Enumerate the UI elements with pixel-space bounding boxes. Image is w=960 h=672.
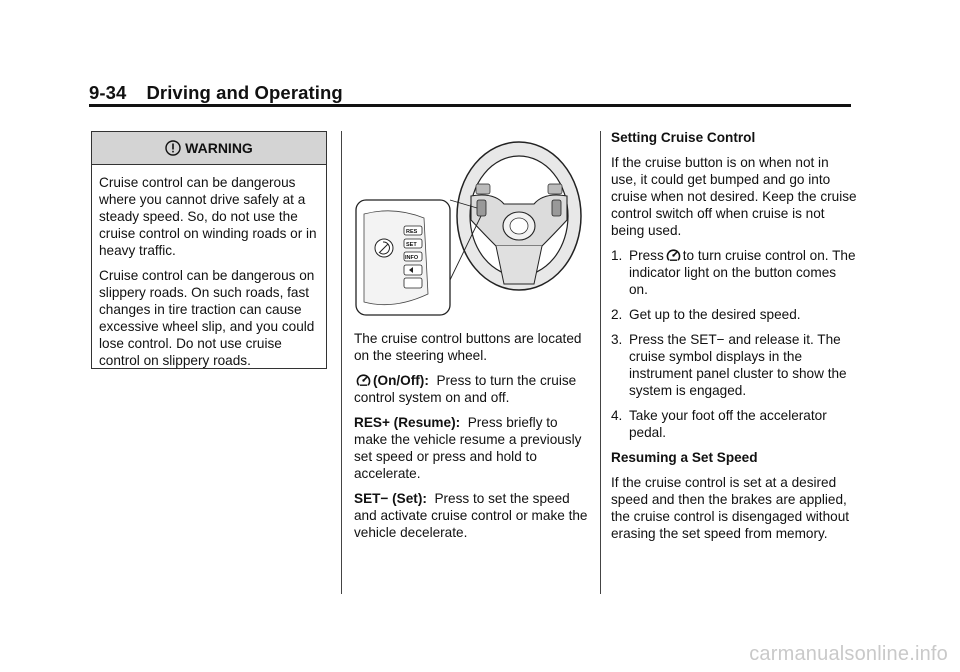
step-3: 3. Press the SET− and release it. The cruise symbol displays in the instrument panel cluster to show the system is engaged. bbox=[611, 332, 847, 398]
header-rule bbox=[89, 104, 851, 107]
step-4: 4. Take your foot off the accelerator pedal. bbox=[611, 408, 827, 440]
resume-description bbox=[354, 414, 594, 482]
cruise-control-icon bbox=[356, 373, 371, 388]
set-label: SET− (Set): bbox=[354, 491, 427, 506]
set-button-label: SET bbox=[406, 242, 417, 248]
steering-wheel-illustration bbox=[354, 134, 592, 318]
step-1: 1. Press to turn cruise control on. The indicator light on the button comes on. bbox=[611, 248, 856, 297]
onoff-text: Press to turn the cruise control system on and off. bbox=[354, 373, 577, 405]
info-button-label: INFO bbox=[405, 255, 419, 261]
step-2: 2. Get up to the desired speed. bbox=[611, 307, 801, 322]
column-divider-2 bbox=[600, 131, 601, 594]
section-title: Driving and Operating bbox=[146, 82, 343, 103]
page-header bbox=[89, 82, 343, 104]
set-description bbox=[354, 490, 594, 541]
warning-icon bbox=[165, 140, 181, 156]
warning-box bbox=[91, 131, 327, 369]
watermark: carmanualsonline.info bbox=[749, 643, 948, 665]
resume-text: Press briefly to make the vehicle resume a previously set speed or press and hold to accelerate. bbox=[354, 415, 582, 481]
warning-paragraph-1: Cruise control can be dangerous where you cannot drive safely at a steady speed. So, do not use the cruise control on winding roads or in heavy traffic. bbox=[99, 175, 317, 258]
setting-intro: If the cruise button is on when not in use, it could get bumped and go into cruise when not desired. Keep the cruise control switch off when cruise is not being used. bbox=[611, 155, 857, 238]
cruise-control-icon bbox=[666, 248, 681, 263]
setting-steps bbox=[611, 247, 857, 441]
resume-paragraph: If the cruise control is set at a desired speed and then the brakes are applied, the cruise control is disengaged without erasing the set speed from memory. bbox=[611, 475, 850, 541]
resume-label: RES+ (Resume): bbox=[354, 415, 461, 430]
onoff-label: (On/Off): bbox=[373, 373, 429, 388]
warning-paragraph-2: Cruise control can be dangerous on slippery roads. On such roads, fast changes in tire traction can cause excessive wheel slip, and you could lose control. Do not use cruise control on slippery roads. bbox=[99, 268, 315, 368]
setting-heading: Setting Cruise Control bbox=[611, 130, 756, 145]
right-column bbox=[611, 129, 857, 550]
set-text: Press to set the speed and activate cruise control or make the vehicle decelerate. bbox=[354, 491, 588, 540]
warning-header bbox=[92, 132, 326, 165]
middle-column bbox=[354, 330, 594, 549]
column-divider-1 bbox=[341, 131, 342, 594]
resume-heading: Resuming a Set Speed bbox=[611, 450, 758, 465]
onoff-description bbox=[354, 372, 594, 406]
buttons-intro: The cruise control buttons are located on the steering wheel. bbox=[354, 331, 582, 363]
warning-title: WARNING bbox=[185, 140, 253, 156]
page-number: 9-34 bbox=[89, 82, 127, 103]
res-button-label: RES bbox=[406, 229, 418, 235]
